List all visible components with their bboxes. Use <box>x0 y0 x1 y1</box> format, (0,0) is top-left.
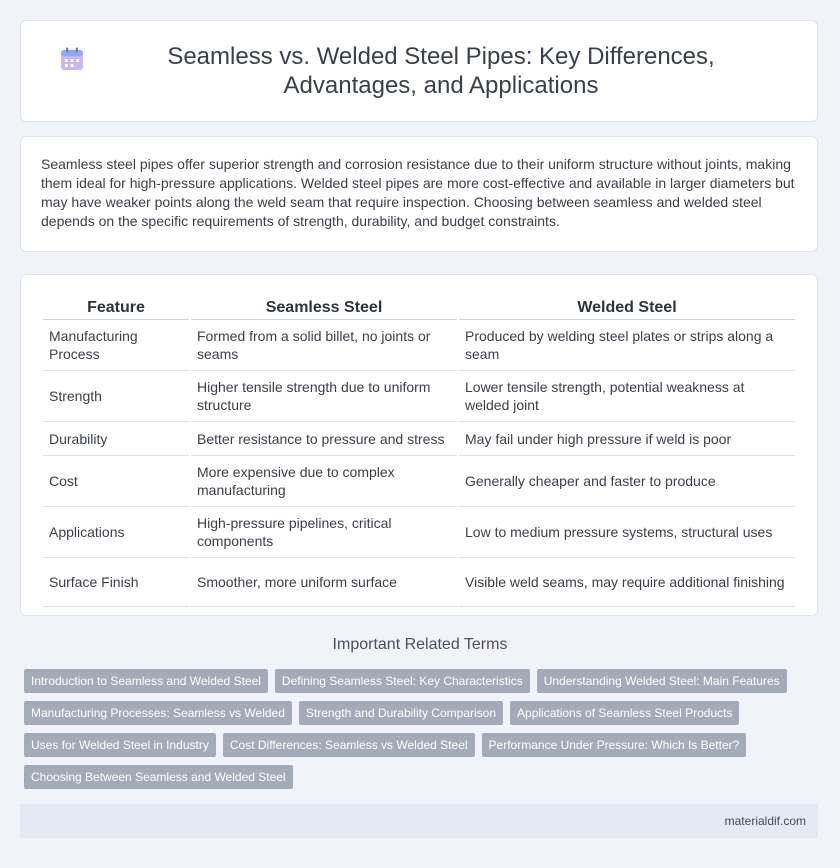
header-feature: Feature <box>43 295 189 320</box>
table-row <box>43 558 795 607</box>
row-welded: Generally cheaper and faster to produce <box>459 456 795 507</box>
row-welded: May fail under high pressure if weld is poor <box>459 422 795 456</box>
row-feature: Strength <box>43 371 189 422</box>
table-row <box>43 371 795 422</box>
calendar-icon <box>59 46 85 72</box>
header-card <box>20 20 818 122</box>
table-row <box>43 320 795 371</box>
tag-link[interactable]: Understanding Welded Steel: Main Features <box>537 669 787 693</box>
tag-link[interactable]: Applications of Seamless Steel Products <box>510 701 739 725</box>
page-title: Seamless vs. Welded Steel Pipes: Key Differences, Advantages, and Applications <box>167 43 715 99</box>
row-welded: Produced by welding steel plates or strips along a seam <box>459 320 795 371</box>
row-seamless: Smoother, more uniform surface <box>191 558 457 607</box>
row-feature: Manufacturing Process <box>43 320 189 371</box>
row-seamless: More expensive due to complex manufacturing <box>191 456 457 507</box>
row-seamless: Higher tensile strength due to uniform structure <box>191 371 457 422</box>
comparison-table <box>41 295 797 607</box>
tag-link[interactable]: Manufacturing Processes: Seamless vs Welded <box>24 701 292 725</box>
row-welded: Low to medium pressure systems, structural uses <box>459 507 795 558</box>
tag-link[interactable]: Defining Seamless Steel: Key Characteristics <box>275 669 530 693</box>
comparison-table-card <box>20 274 818 616</box>
table-row <box>43 507 795 558</box>
row-feature: Cost <box>43 456 189 507</box>
intro-card <box>20 136 818 252</box>
row-feature: Surface Finish <box>43 558 189 607</box>
row-seamless: High-pressure pipelines, critical components <box>191 507 457 558</box>
header-welded: Welded Steel <box>459 295 795 320</box>
row-welded: Visible weld seams, may require additional finishing <box>459 558 795 607</box>
tag-link[interactable]: Choosing Between Seamless and Welded Steel <box>24 765 293 789</box>
footer <box>20 804 818 838</box>
related-terms-title: Important Related Terms <box>332 636 508 653</box>
row-seamless: Formed from a solid billet, no joints or seams <box>191 320 457 371</box>
tag-link[interactable]: Uses for Welded Steel in Industry <box>24 733 216 757</box>
related-tags <box>24 669 814 789</box>
table-row <box>43 456 795 507</box>
table-row <box>43 422 795 456</box>
tag-link[interactable]: Introduction to Seamless and Welded Steel <box>24 669 268 693</box>
table-header-row <box>43 295 795 320</box>
tag-link[interactable]: Performance Under Pressure: Which Is Better? <box>482 733 747 757</box>
intro-text: Seamless steel pipes offer superior strength and corrosion resistance due to their uniform structure without joints, making them ideal for high-pressure applications. Welded steel pipes are more cost-effective and available in larger diameters but may have weaker points along the weld seam that require inspection. Choosing between seamless and welded steel depends on the specific requirements of strength, durability, and budget constraints. <box>41 156 795 229</box>
tag-link[interactable]: Strength and Durability Comparison <box>299 701 503 725</box>
tag-link[interactable]: Cost Differences: Seamless vs Welded Steel <box>223 733 475 757</box>
row-feature: Durability <box>43 422 189 456</box>
footer-site-link[interactable]: materialdif.com <box>724 814 806 828</box>
row-seamless: Better resistance to pressure and stress <box>191 422 457 456</box>
row-welded: Lower tensile strength, potential weakness at welded joint <box>459 371 795 422</box>
header-seamless: Seamless Steel <box>191 295 457 320</box>
row-feature: Applications <box>43 507 189 558</box>
